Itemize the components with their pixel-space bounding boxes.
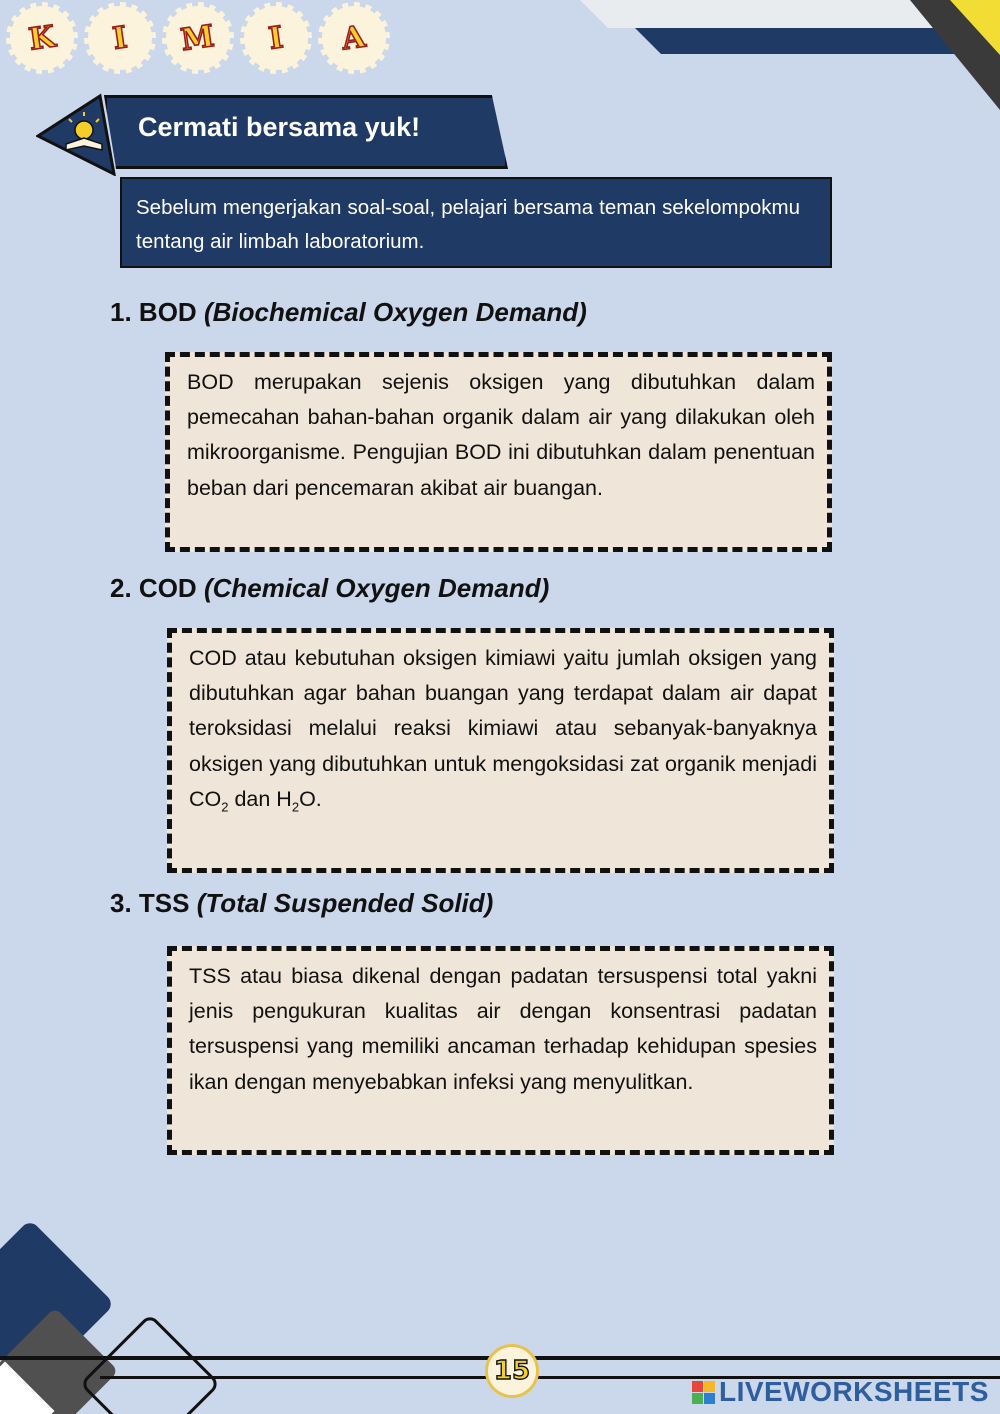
badge-letter: I	[88, 6, 152, 70]
liveworksheets-logo[interactable]	[692, 1376, 989, 1408]
liveworksheets-brand: LIVEWORKSHEETS	[719, 1376, 989, 1407]
page-number: 15	[485, 1344, 539, 1398]
section-heading: 2. COD (Chemical Oxygen Demand)	[110, 573, 550, 603]
definition-box: TSS atau biasa dikenal dengan padatan tersuspensi total yakni jenis pengukuran kualitas air dengan konsentrasi padatan tersuspensi yang memiliki ancaman terhadap kehidupan spesies ikan dengan menyebabkan infeksi yang menyulitkan.	[167, 946, 834, 1155]
banner-title: Cermati bersama yuk!	[138, 112, 421, 142]
section-heading: 3. TSS (Total Suspended Solid)	[110, 888, 494, 918]
banner-arrow	[36, 92, 116, 176]
definition-box: BOD merupakan sejenis oksigen yang dibutuhkan dalam pemecahan bahan-bahan organik dalam air yang dilakukan oleh mikroorganisme. Pengujian BOD ini dibutuhkan dalam penentuan beban dari pencemaran akibat air buangan.	[165, 352, 832, 552]
badge-letter: I	[244, 6, 308, 70]
badge-letter: A	[322, 6, 386, 70]
bottom-left-decoration	[0, 1214, 220, 1414]
kimia-badges	[10, 6, 386, 70]
section-heading: 1. BOD (Biochemical Oxygen Demand)	[110, 297, 587, 327]
badge-letter: K	[10, 6, 74, 70]
badge-letter: M	[166, 6, 230, 70]
definition-box: COD atau kebutuhan oksigen kimiawi yaitu jumlah oksigen yang dibutuhkan agar bahan buangan yang terdapat dalam air dapat teroksidasi melalui reaksi kimiawi atau sebanyak-banyaknya oksigen yang dibutuhkan untuk mengoksidasi zat organik menjadi $CO_2$ dan $H_2O$.	[167, 628, 834, 873]
top-right-decoration	[580, 0, 1000, 130]
liveworksheets-icon	[692, 1381, 715, 1404]
intro-box: Sebelum mengerjakan soal-soal, pelajari bersama teman sekelompokmu tentang air limbah laboratorium.	[120, 177, 832, 268]
